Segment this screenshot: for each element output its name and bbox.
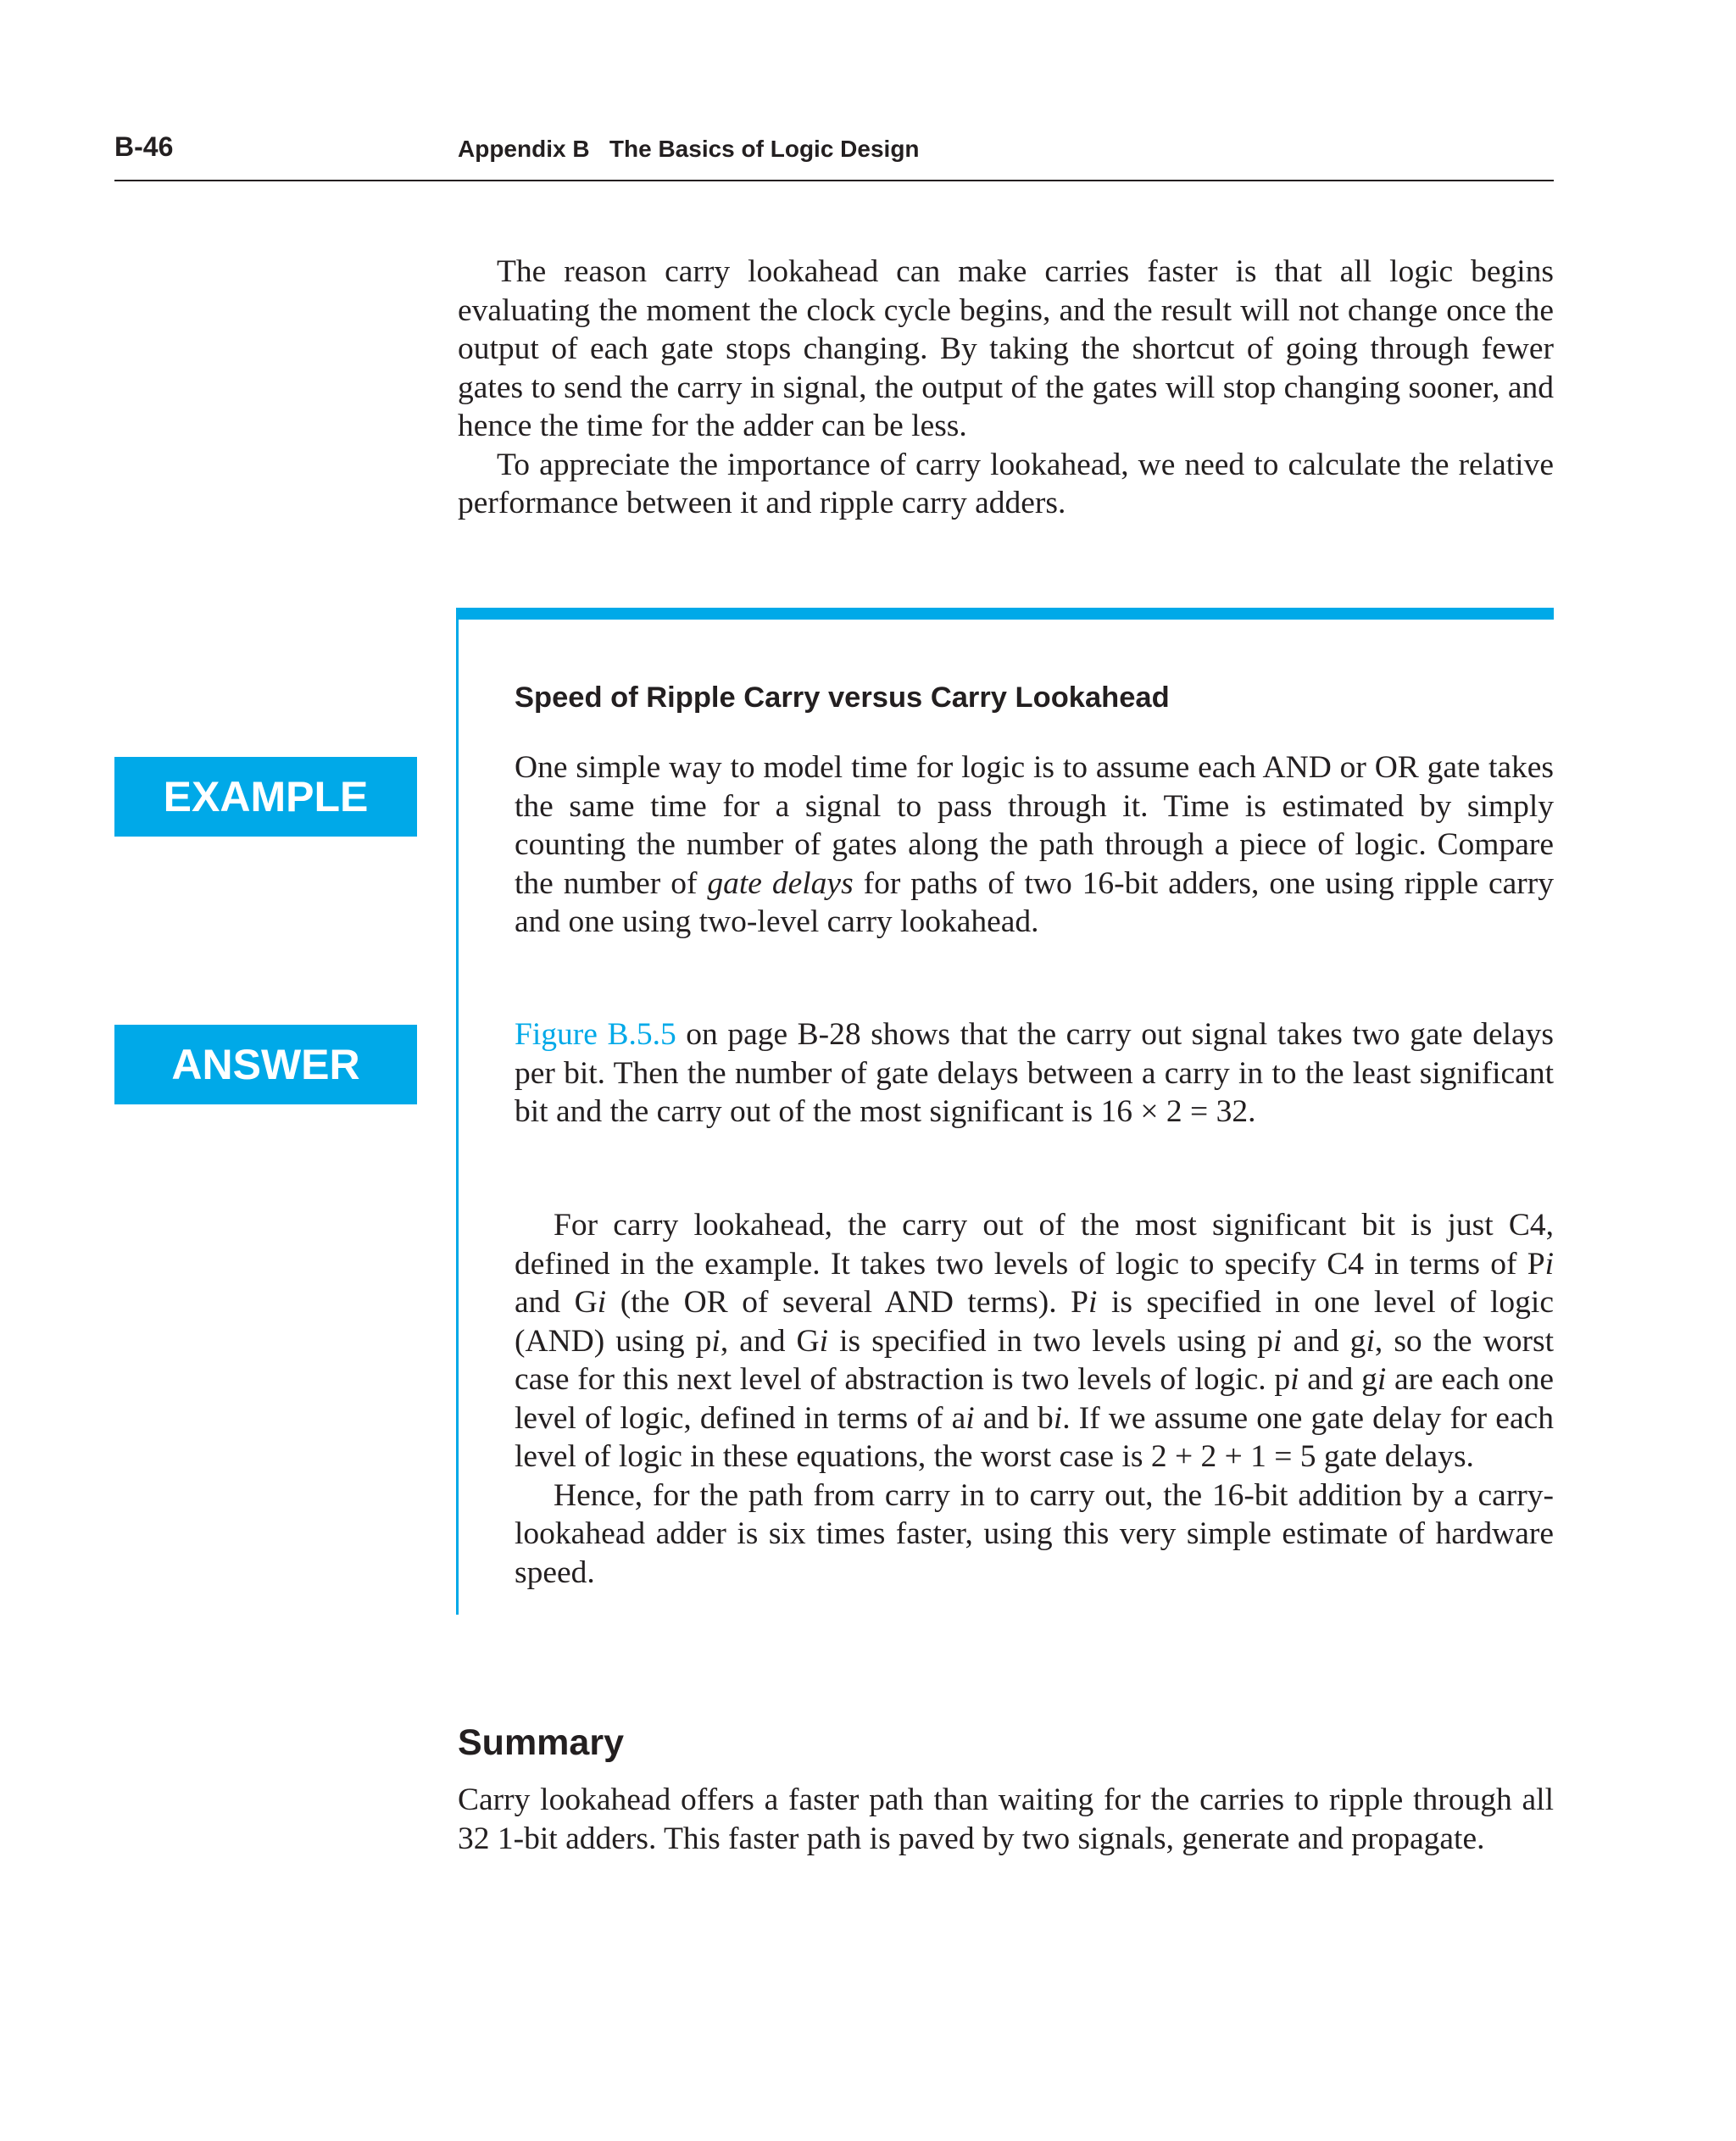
answer-text-i05: i xyxy=(819,1323,829,1359)
answer-text-s09: and g xyxy=(1299,1362,1377,1397)
summary-paragraph: Carry lookahead offers a faster path than waiting for the carries to ripple through all 32 1-bit adders. This faster path is paved by two signals, generate and propagate. xyxy=(458,1782,1554,1856)
answer-text-s05: , and G xyxy=(720,1323,820,1359)
answer-text-i02: i xyxy=(597,1285,607,1320)
example-body xyxy=(515,748,1554,942)
answer-text-s11: and b xyxy=(974,1400,1054,1436)
example-text-1: One simple way to model time for logic is to assume each AND or OR gate takes the same time for a signal to pass through it. Time is estimated by simply counting the number of gates along the path through a piece of logic. Compare the number of xyxy=(515,750,1554,901)
answer-text-s07: and g xyxy=(1282,1323,1366,1359)
summary-heading: Summary xyxy=(458,1722,624,1763)
answer-paragraph-1-text: on page B-28 shows that the carry out signal takes two gate delays per bit. Then the number of gate delays between a carry in to the least significant bit and the carry out of the most significant is 16 × 2 = 32. xyxy=(515,1017,1554,1129)
answer-body-continued xyxy=(515,1206,1554,1592)
answer-text-s12: . If we assume one gate delay for each level of logic in these equations, the worst case is 2 + 2 + 1 = 5 gate delays. xyxy=(515,1400,1554,1474)
intro-paragraph-1: The reason carry lookahead can make carries faster is that all logic begins evaluating the moment the clock cycle begins, and the result will not change once the output of each gate stops changing. By taking the shortcut of going through fewer gates to send the carry in signal, the output of the gates will stop changing sooner, and hence the time for the adder can be less. xyxy=(458,254,1554,443)
page-number: B-46 xyxy=(114,131,174,162)
example-box-left-rule xyxy=(456,608,459,1615)
answer-text-s08: , so the worst case for this next level of abstraction is two levels of logic. p xyxy=(515,1323,1554,1397)
answer-text-s03: (the OR of several AND terms). P xyxy=(606,1285,1089,1320)
answer-body xyxy=(515,1015,1554,1132)
header-rule xyxy=(114,180,1554,181)
summary-text xyxy=(458,1781,1554,1858)
answer-text-i06: i xyxy=(1272,1323,1283,1359)
example-label: EXAMPLE xyxy=(114,757,417,837)
example-text-italic: gate delays xyxy=(707,865,854,901)
answer-text-i03: i xyxy=(1088,1285,1098,1320)
answer-text-i04: i xyxy=(711,1323,721,1359)
example-box-top-rule xyxy=(458,608,1554,620)
example-text-2: for paths of two 16-bit adders, one using ripple carry and one using two-level carry lookahead. xyxy=(515,865,1554,939)
answer-paragraph-2 xyxy=(515,1206,1554,1476)
answer-text-i10: i xyxy=(965,1400,975,1436)
answer-text-s06: is specified in two levels using p xyxy=(828,1323,1273,1359)
answer-text-s10: are each one level of logic, defined in terms of a xyxy=(515,1362,1554,1436)
answer-text-i01: i xyxy=(1544,1246,1554,1282)
answer-paragraph-3: Hence, for the path from carry in to carry out, the 16-bit addition by a carry-lookahead adder is six times faster, using this very simple estimate of hardware speed. xyxy=(515,1477,1554,1590)
answer-text-i11: i xyxy=(1053,1400,1063,1436)
answer-text-i08: i xyxy=(1290,1362,1299,1397)
answer-text-i07: i xyxy=(1366,1323,1375,1359)
intro-text xyxy=(458,253,1554,523)
intro-paragraph-2: To appreciate the importance of carry lookahead, we need to calculate the relative performance between it and ripple carry adders. xyxy=(458,447,1554,520)
example-title: Speed of Ripple Carry versus Carry Lookahead xyxy=(515,681,1170,714)
example-paragraph xyxy=(515,748,1554,942)
running-title: Appendix B The Basics of Logic Design xyxy=(458,136,920,162)
answer-label: ANSWER xyxy=(114,1025,417,1104)
answer-text-s02: and G xyxy=(515,1285,598,1320)
answer-text-s01: For carry lookahead, the carry out of the most significant bit is just C4, defined in the example. It takes two levels of logic to specify C4 in terms of P xyxy=(515,1208,1554,1282)
answer-text-s04: is specified in one level of logic (AND) using p xyxy=(515,1285,1554,1359)
answer-paragraph-1 xyxy=(515,1015,1554,1132)
answer-text-i09: i xyxy=(1377,1362,1387,1397)
figure-link[interactable]: Figure B.5.5 xyxy=(515,1017,676,1052)
